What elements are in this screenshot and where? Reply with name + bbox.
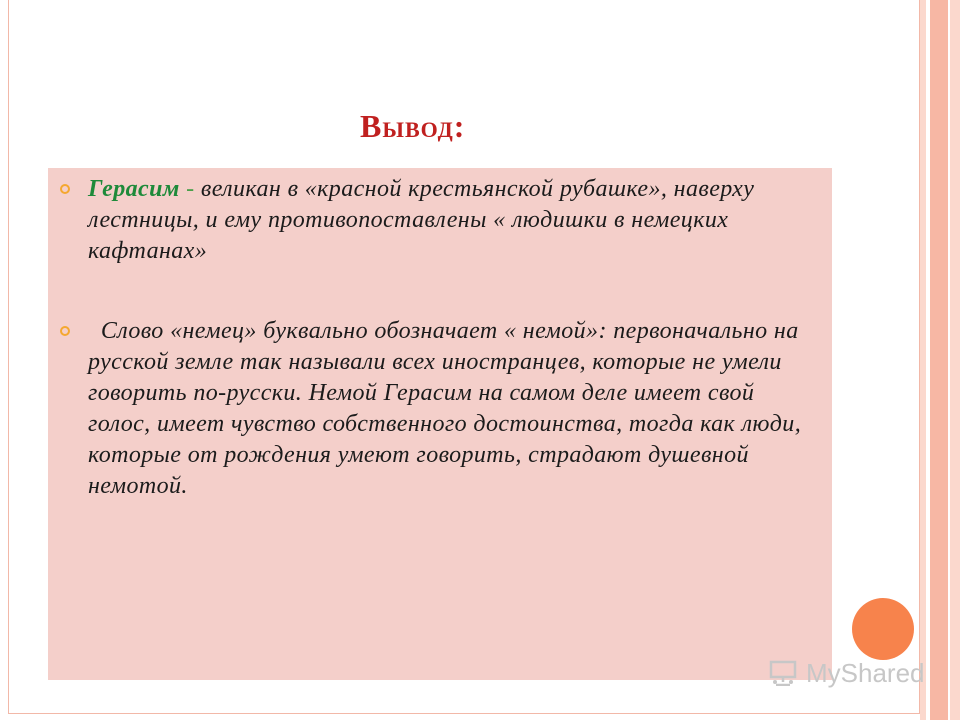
circle-bullet-icon <box>60 184 70 194</box>
stripe <box>920 0 926 720</box>
circle-bullet-icon <box>60 326 70 336</box>
bullet-text <box>88 174 820 267</box>
bullet-text: Слово «немец» буквально обозначает « немой»: первоначально на русской земле так называли всех иностранцев, которые не умели говорить по-русски. Немой Герасим на самом деле имеет свой голос, имеет чувство собственного достоинства, тогда как люди, которые от рождения умеют говорить, страдают душевной немотой. <box>88 318 808 499</box>
watermark-text: MyShared <box>806 658 925 688</box>
bullet-item <box>60 174 820 267</box>
decorative-stripes <box>920 0 960 720</box>
presentation-board-icon <box>768 660 798 686</box>
content-box <box>48 168 832 680</box>
bullet-item <box>60 316 820 502</box>
stripe <box>930 0 948 720</box>
dash: - <box>179 176 201 202</box>
slide-title: Вывод: <box>360 108 466 144</box>
character-name: Герасим <box>88 176 180 202</box>
decorative-circle <box>852 598 914 660</box>
bullet-body: великан в «красной крестьянской рубашке», наверху лестницы, и ему противопоставлены « людишки в немецких кафтанах» <box>88 176 755 264</box>
stripe <box>950 0 960 720</box>
watermark <box>768 656 928 692</box>
